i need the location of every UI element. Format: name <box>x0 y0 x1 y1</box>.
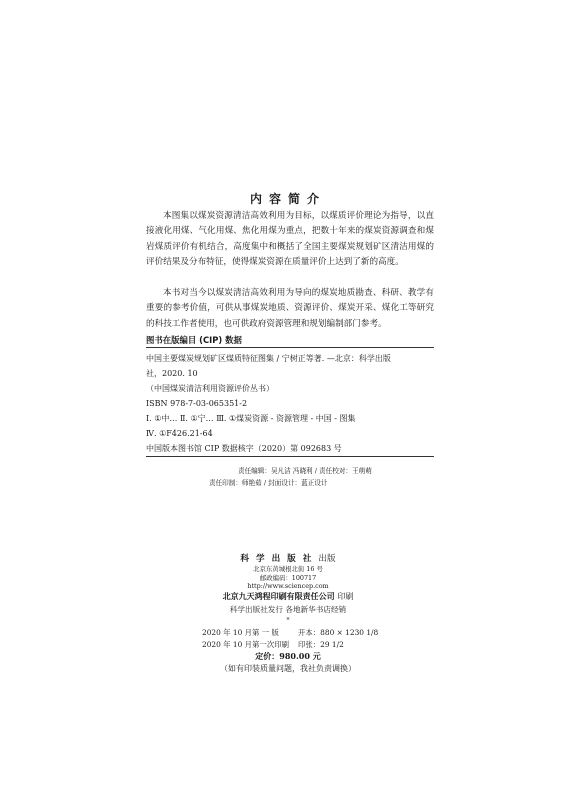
publisher-website: http://www.sciencep.com <box>247 582 329 590</box>
cip-line-1: 中国主要煤炭规划矿区煤质特征图集 / 宁树正等著. —北京：科学出版 <box>146 354 391 363</box>
summary-paragraph-2: 本书对当今以煤炭清洁高效利用为导向的煤炭地质勘查、科研、教学有重要的参考价值，可供从事煤炭地质、资源评价、煤炭开采、煤化工等研究的科技工作者使用，也可供政府资源管理和规划编制部门参考。 <box>146 288 434 329</box>
print-sheets: 印张：29 1/2 <box>298 640 344 649</box>
summary-paragraph-1: 本图集以煤炭资源清洁高效利用为目标，以煤质评价理论为指导，以直接液化用煤、气化用煤、焦化用煤为重点，把数十年来的煤炭资源调查和煤岩煤质评价有机结合，高度集中和概括了全国主要煤炭规划矿区清洁用煤的评价结果及分布特征，使得煤炭资源在质量评价上达到了新的高度。 <box>146 211 434 268</box>
publisher-line <box>0 552 576 564</box>
cip-line-3: （中国煤炭清洁利用资源评价丛书） <box>146 384 274 393</box>
printer-suffix: 印刷 <box>337 592 354 601</box>
publisher-postcode: 邮政编码：100717 <box>259 574 317 582</box>
credits-production: 责任印制：师艳茹 / 封面设计：蓝正设计 <box>209 479 328 487</box>
book-format: 开本：880 × 1230 1/8 <box>298 628 379 637</box>
cip-bottom-divider <box>146 456 434 457</box>
cip-top-divider <box>146 347 434 348</box>
edition-date: 2020 年 10 月第 一 版 <box>202 628 279 637</box>
summary-title: 内容简介 <box>249 192 326 206</box>
credits-editors: 责任编辑：吴凡洁 冯晓利 / 责任校对：王萌萌 <box>238 467 372 475</box>
cip-line-6: Ⅳ. ①F426.21-64 <box>146 429 213 438</box>
quality-notice: （如有印装质量问题，我社负责调换） <box>220 664 356 673</box>
book-price: 定价：980.00 元 <box>255 651 321 661</box>
cip-isbn: ISBN 978-7-03-065351-2 <box>146 399 248 408</box>
print-date: 2020 年 10 月第一次印刷 <box>202 640 289 649</box>
printer-name: 北京九天鸿程印刷有限责任公司 <box>222 591 335 601</box>
cip-data-number: 中国版本图书馆 CIP 数据核字（2020）第 092683 号 <box>146 444 342 453</box>
cip-line-5: Ⅰ. ①中… Ⅱ. ①宁… Ⅲ. ①煤炭资源 - 资源管理 - 中国 - 图集 <box>146 414 356 423</box>
distribution-line: 科学出版社发行 各地新华书店经销 <box>229 605 347 614</box>
publisher-name: 科 学 出 版 社 <box>240 554 314 564</box>
publisher-suffix: 出版 <box>318 554 336 564</box>
separator-star: * <box>286 617 290 624</box>
printer-line <box>0 591 576 602</box>
cip-heading: 图书在版编目 (CIP) 数据 <box>146 335 242 345</box>
cip-line-2: 社，2020. 10 <box>146 369 198 378</box>
publisher-address: 北京东黄城根北街 16 号 <box>253 565 323 573</box>
